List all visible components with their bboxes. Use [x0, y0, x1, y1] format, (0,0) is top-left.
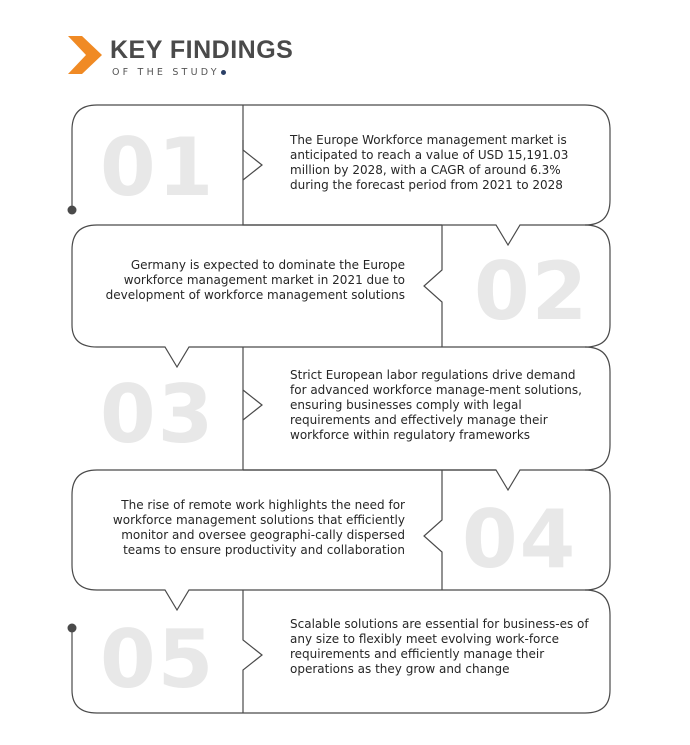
finding-3-pointer [243, 390, 262, 420]
start-dot-icon [68, 206, 77, 215]
end-dot-icon [68, 624, 77, 633]
page-subtitle: OF THE STUDY [112, 67, 226, 78]
finding-2-pointer [424, 225, 442, 347]
finding-5-pointer [243, 590, 262, 713]
finding-text-5: Scalable solutions are essential for business-es of any size to flexibly meet evolving work-force requirements and efficiently manage their operations as they grow and change [290, 617, 589, 676]
finding-number-1: 01 [100, 121, 216, 214]
finding-text-1: The Europe Workforce management market is anticipated to reach a value of USD 15,191.03 million by 2028, with a CAGR of around 6.3% during the forecast period from 2021 to 2028 [290, 133, 569, 192]
finding-1-pointer [243, 140, 262, 180]
finding-number-5: 05 [100, 613, 216, 706]
finding-number-2: 02 [474, 245, 590, 338]
page-title: KEY FINDINGS [110, 36, 294, 64]
finding-text-3: Strict European labor regulations drive demand for advanced workforce manage-ment solutions, ensuring businesses comply with legal requirements and effectively manage their workforce within regulatory frameworks [290, 368, 582, 442]
finding-4-pointer [424, 470, 442, 590]
finding-number-3: 03 [100, 368, 216, 461]
finding-number-4: 04 [462, 493, 578, 586]
finding-text-2: Germany is expected to dominate the Europe workforce management market in 2021 due to development of workforce management solutions [105, 258, 405, 302]
finding-text-4: The rise of remote work highlights the need for workforce management solutions that efficiently monitor and oversee geographi-cally dispersed teams to ensure productivity and collaboration [112, 498, 405, 557]
